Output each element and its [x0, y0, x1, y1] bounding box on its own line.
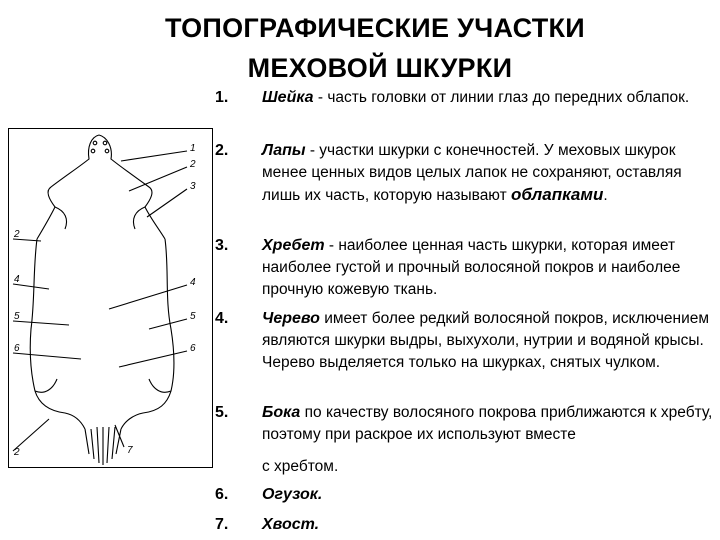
item-number: 6.: [215, 486, 229, 503]
fur-skin-diagram: [8, 128, 213, 468]
item-number: 4.: [215, 310, 229, 327]
figure-label-right-3: 3: [190, 181, 196, 192]
item-emphasis: облапками: [511, 185, 604, 204]
item-text: [262, 87, 717, 109]
item-term: Шейка: [262, 89, 314, 106]
item-term: Черево: [262, 310, 320, 327]
figure-label-left-4: 6: [14, 343, 20, 354]
figure-label-right-2: 2: [190, 159, 196, 170]
item-number: 1.: [215, 89, 229, 106]
figure-label-right-5: 5: [190, 311, 196, 322]
item-term: Лапы: [262, 142, 306, 159]
figure-label-right-6: 6: [190, 343, 196, 354]
item-term: Хвост.: [262, 516, 320, 533]
item-description: - часть головки от линии глаз до передних облапок.: [313, 89, 690, 106]
figure-label-left-2: 4: [14, 274, 20, 285]
page-title: [0, 8, 720, 88]
item-term: Бока: [262, 404, 301, 421]
item-text: [262, 140, 717, 207]
figure-label-left-1: 2: [14, 229, 20, 240]
item-text: [262, 402, 717, 446]
title-line-1: ТОПОГРАФИЧЕСКИЕ УЧАСТКИ: [164, 13, 586, 43]
figure-label-left-3: 5: [14, 311, 20, 322]
item-text: [262, 235, 717, 301]
figure-label-left-5: 2: [14, 447, 20, 458]
item-text: [262, 308, 717, 374]
title-line-2: МЕХОВОЙ ШКУРКИ: [247, 53, 513, 83]
item-number: 2.: [215, 142, 229, 159]
figure-label-right-4: 4: [190, 277, 196, 288]
item-term: Огузок.: [262, 486, 323, 503]
item-tail: .: [603, 187, 608, 204]
item-description: имеет более редкий волосяной покров, исключением являются шкурки выдры, выхухоли, нутрии и водяной крысы. Черево выделяется только на шкурках, снятых чулком.: [262, 310, 710, 371]
item-text: [262, 484, 717, 506]
fur-skin-drawing: [9, 129, 214, 469]
item-number: 5.: [215, 404, 229, 421]
item-description: - наиболее ценная часть шкурки, которая имеет наиболее густой и прочный волосяной покров и наиболее прочную кожевую ткань.: [262, 237, 681, 298]
figure-label-right-7: 7: [127, 445, 133, 456]
item-continuation: с хребтом.: [262, 458, 339, 475]
item-number: 3.: [215, 237, 229, 254]
figure-label-right-1: 1: [190, 143, 196, 154]
item-term: Хребет: [262, 237, 325, 254]
item-description: - участки шкурки с конечностей. У меховых шкурок менее ценных видов целых лапок не сохраняют, оставляя лишь их часть, которую называют: [262, 142, 682, 204]
item-description: по качеству волосяного покрова приближаются к хребту, поэтому при раскрое их используют вместе: [262, 404, 713, 443]
item-number: 7.: [215, 516, 229, 533]
item-text: [262, 514, 717, 536]
